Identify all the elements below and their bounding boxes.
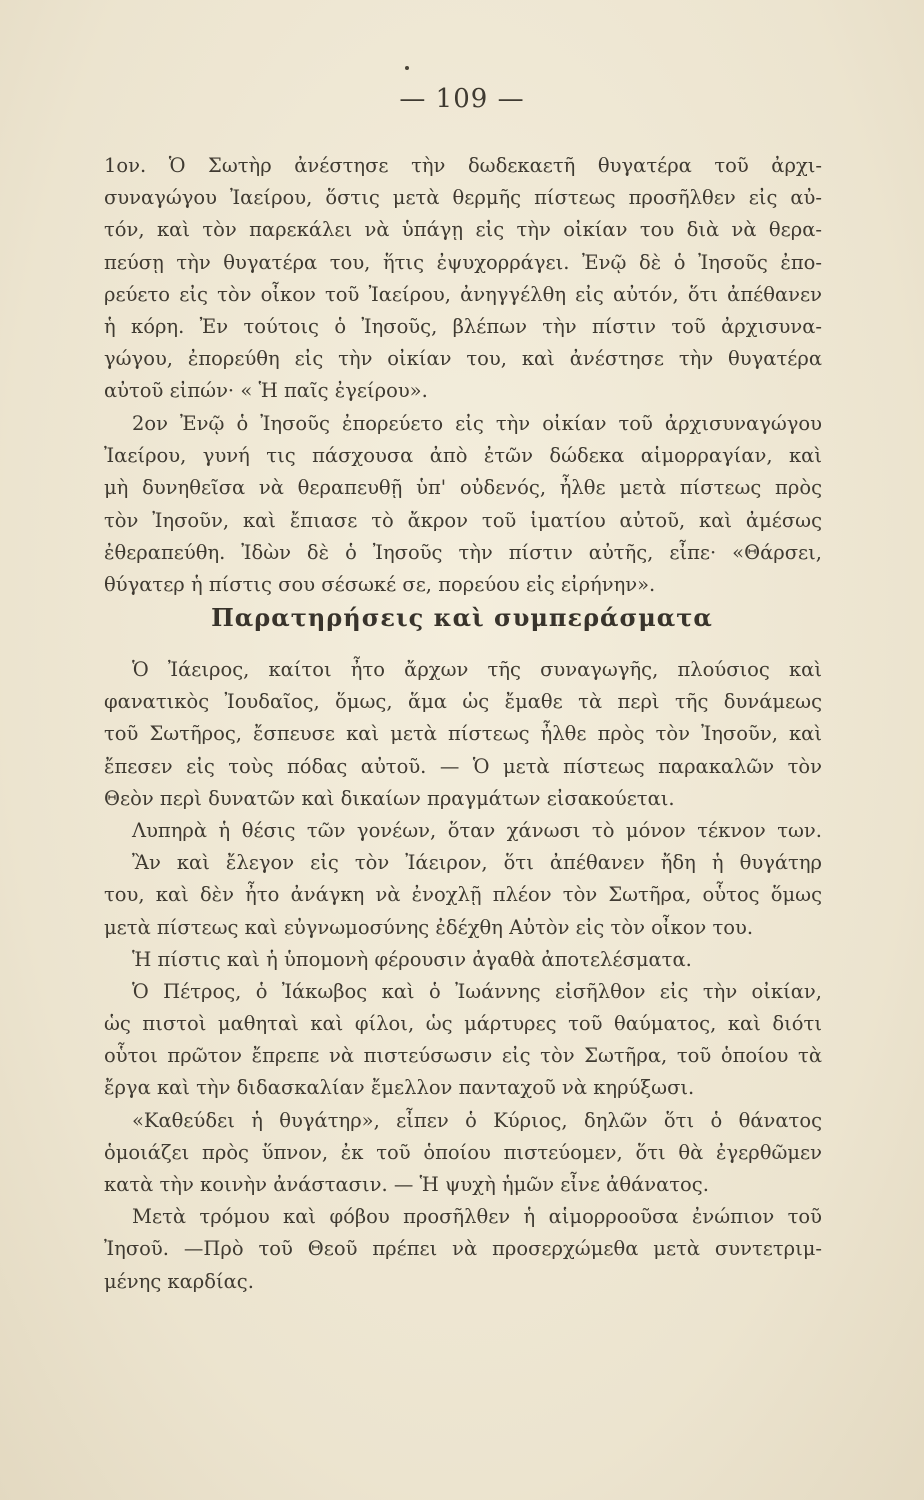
text-line: ρεύετο εἰς τὸν οἶκον τοῦ Ἰαείρου, ἀνηγγέλθη εἰς αὐτόν, ὅτι ἀπέθανεν <box>104 282 822 306</box>
text-line: Ὁ Πέτρος, ὁ Ἰάκωβος καὶ ὁ Ἰωάννης εἰσῆλθον εἰς τὴν οἰκίαν, <box>132 979 822 1003</box>
text-line: ἡ κόρη. Ἐν τούτοις ὁ Ἰησοῦς, βλέπων τὴν πίστιν τοῦ ἀρχισυνα- <box>104 314 822 338</box>
text-line: αὐτοῦ εἰπών· « Ἡ παῖς ἐγείρου». <box>104 379 428 403</box>
text-line: 1ον. Ὁ Σωτὴρ ἀνέστησε τὴν δωδεκαετῆ θυγατέρα τοῦ ἀρχι- <box>104 154 822 177</box>
text-line: συναγώγου Ἰαείρου, ὅστις μετὰ θερμῆς πίστεως προσῆλθεν εἰς αὐ- <box>104 186 822 210</box>
text-line: ἐθεραπεύθη. Ἰδὼν δὲ ὁ Ἰησοῦς τὴν πίστιν αὐτῆς, εἶπε· «Θάρσει, <box>104 540 822 564</box>
text-line: Θεὸν περὶ δυνατῶν καὶ δικαίων πραγμάτων εἰσακούεται. <box>104 786 675 810</box>
section-1 <box>104 150 822 408</box>
text-line: ἔργα καὶ τὴν διδασκαλίαν ἔμελλον πανταχοῦ νὰ κηρύξωσι. <box>104 1076 695 1100</box>
text-line: τοῦ Σωτῆρος, ἔσπευσε καὶ μετὰ πίστεως ἦλθε πρὸς τὸν Ἰησοῦν, καὶ <box>104 722 822 746</box>
text-line: τὸν Ἰησοῦν, καὶ ἔπιασε τὸ ἄκρον τοῦ ἱματίου αὐτοῦ, καὶ ἀμέσως <box>104 508 822 532</box>
text-line: Λυπηρὰ ἡ θέσις τῶν γονέων, ὅταν χάνωσι τὸ μόνον τέκνον των. <box>132 818 822 842</box>
page-number: — 109 — <box>399 84 525 114</box>
text-line: μένης καρδίας. <box>104 1269 254 1293</box>
observations-body <box>104 654 822 1298</box>
text-line: οὗτοι πρῶτον ἔπρεπε νὰ πιστεύσωσιν εἰς τὸν Σωτῆρα, τοῦ ὁποίου τὰ <box>104 1044 822 1068</box>
text-line: Ὁ Ἰάειρος, καίτοι ἦτο ἄρχων τῆς συναγωγῆς, πλούσιος καὶ <box>132 658 822 681</box>
text-line: γώγου, ἐπορεύθη εἰς τὴν οἰκίαν του, καὶ ἀνέστησε τὴν θυγατέρα <box>104 347 822 371</box>
text-line: θύγατερ ἡ πίστις σου σέσωκέ σε, πορεύου εἰς εἰρήνην». <box>104 572 656 596</box>
text-line: του, καὶ δὲν ἦτο ἀνάγκη νὰ ἐνοχλῇ πλέον τὸν Σωτῆρα, οὗτος ὅμως <box>104 883 822 907</box>
text-line: Μετὰ τρόμου καὶ φόβου προσῆλθεν ἡ αἱμορροοῦσα ἐνώπιον τοῦ <box>132 1205 822 1229</box>
text-line: Ἡ πίστις καὶ ἡ ὑπομονὴ φέρουσιν ἀγαθὰ ἀποτελέσματα. <box>132 947 692 971</box>
ink-dot <box>405 66 409 70</box>
text-line: φανατικὸς Ἰουδαῖος, ὅμως, ἅμα ὡς ἔμαθε τὰ περὶ τῆς δυνάμεως <box>104 690 822 714</box>
text-line: πεύσῃ τὴν θυγατέρα του, ἥτις ἐψυχορράγει. Ἐνῷ δὲ ὁ Ἰησοῦς ἐπο- <box>104 250 822 274</box>
text-line: «Καθεύδει ἡ θυγάτηρ», εἶπεν ὁ Κύριος, δηλῶν ὅτι ὁ θάνατος <box>132 1108 822 1132</box>
text-line: Ἰαείρου, γυνή τις πάσχουσα ἀπὸ ἐτῶν δώδεκα αἱμορραγίαν, καὶ <box>104 444 822 468</box>
text-line: τόν, καὶ τὸν παρεκάλει νὰ ὑπάγῃ εἰς τὴν οἰκίαν του διὰ νὰ θερα- <box>104 218 822 242</box>
text-line: ὁμοιάζει πρὸς ὕπνον, ἐκ τοῦ ὁποίου πιστεύομεν, ὅτι θὰ ἐγερθῶμεν <box>104 1140 822 1164</box>
text-line: ἔπεσεν εἰς τοὺς πόδας αὐτοῦ. — Ὁ μετὰ πίστεως παρακαλῶν τὸν <box>104 754 822 778</box>
text-line: μετὰ πίστεως καὶ εὐγνωμοσύνης ἐδέχθη Αὐτὸν εἰς τὸν οἶκον του. <box>104 915 754 939</box>
section-heading: Παρατηρήσεις καὶ συμπεράσματα <box>211 603 713 632</box>
text-line: κατὰ τὴν κοινὴν ἀνάστασιν. — Ἡ ψυχὴ ἡμῶν εἶνε ἀθάνατος. <box>104 1173 709 1196</box>
section-2 <box>104 408 822 601</box>
text-line: μὴ δυνηθεῖσα νὰ θεραπευθῇ ὑπ' οὐδενός, ἦλθε μετὰ πίστεως πρὸς <box>104 476 822 500</box>
text-line: ὡς πιστοὶ μαθηταὶ καὶ φίλοι, ὡς μάρτυρες τοῦ θαύματος, καὶ διότι <box>104 1012 822 1036</box>
text-line: 2ον Ἐνῷ ὁ Ἰησοῦς ἐπορεύετο εἰς τὴν οἰκίαν τοῦ ἀρχισυναγώγου <box>132 412 822 435</box>
text-line: Ἰησοῦ. —Πρὸ τοῦ Θεοῦ πρέπει νὰ προσερχώμεθα μετὰ συντετριμ- <box>104 1237 822 1261</box>
text-line: Ἂν καὶ ἔλεγον εἰς τὸν Ἰάειρον, ὅτι ἀπέθανεν ἤδη ἡ θυγάτηρ <box>132 851 822 875</box>
